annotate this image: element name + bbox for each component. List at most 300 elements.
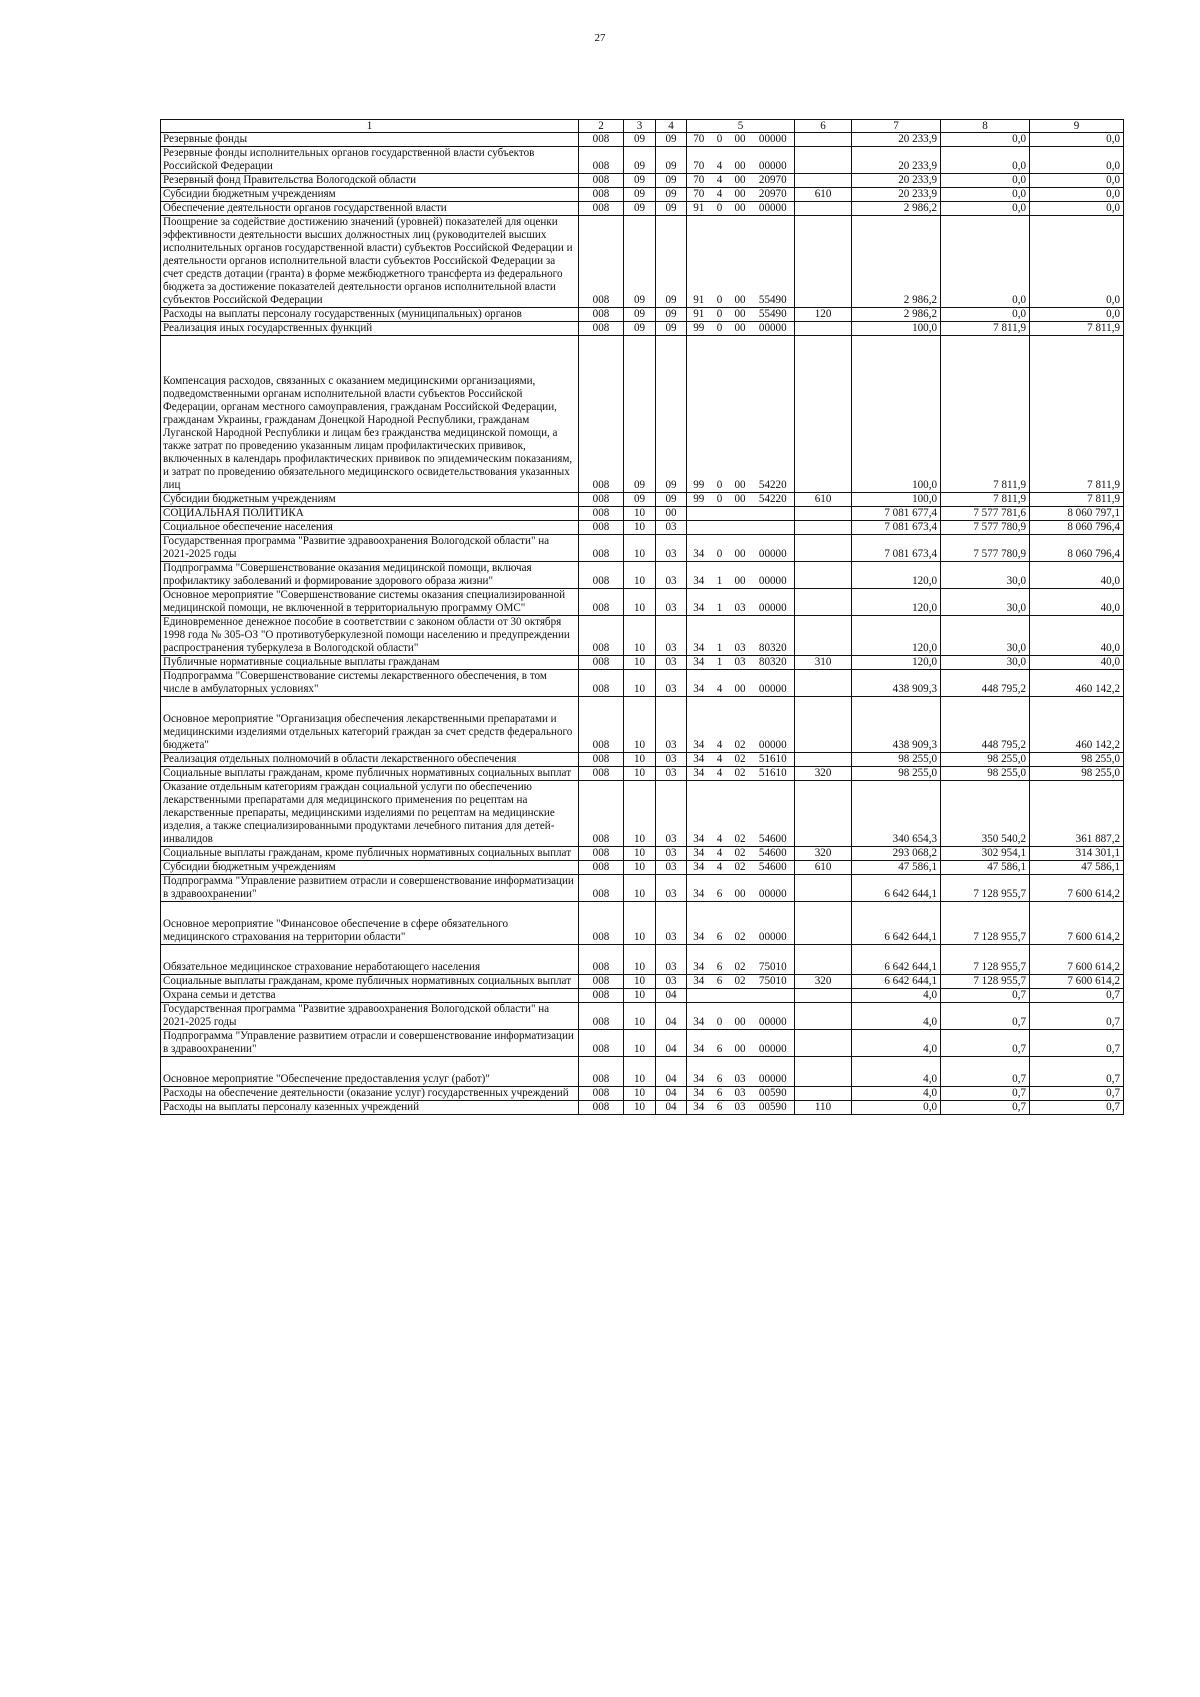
- cell-event: 00: [729, 336, 752, 493]
- cell-section: 09: [624, 174, 656, 188]
- cell-expense-type: [795, 670, 852, 697]
- cell-expense-type: 320: [795, 767, 852, 781]
- cell-expense-type: [795, 616, 852, 656]
- cell-event: 02: [729, 781, 752, 847]
- cell-ministry: 008: [579, 1101, 624, 1115]
- row-name: Основное мероприятие "Обеспечение предоставления услуг (работ)": [161, 1057, 579, 1087]
- cell-amount-year2: 302 954,1: [941, 847, 1030, 861]
- cell-event: 00: [729, 147, 752, 174]
- cell-amount-year2: 7 577 781,6: [941, 507, 1030, 521]
- cell-subprogram: 6: [711, 902, 729, 945]
- cell-amount-year2: 0,7: [941, 1087, 1030, 1101]
- cell-event: 02: [729, 861, 752, 875]
- row-name: Подпрограмма "Совершенствование системы лекарственного обеспечения, в том числе в амбулаторных условиях": [161, 670, 579, 697]
- cell-expense-type: 610: [795, 861, 852, 875]
- cell-event: 00: [729, 670, 752, 697]
- cell-amount-year1: 120,0: [852, 589, 941, 616]
- cell-ministry: 008: [579, 1030, 624, 1057]
- cell-amount-year1: 4,0: [852, 1057, 941, 1087]
- table-row: [161, 697, 1124, 753]
- cell-amount-year2: 7 128 955,7: [941, 902, 1030, 945]
- table-row: [161, 133, 1124, 147]
- cell-subprogram: 4: [711, 767, 729, 781]
- cell-subsection: 09: [656, 202, 687, 216]
- cell-section: 10: [624, 616, 656, 656]
- row-name: Охрана семьи и детства: [161, 989, 579, 1003]
- cell-direction: 80320: [752, 656, 795, 670]
- cell-program: 34: [687, 535, 711, 562]
- cell-direction: [752, 989, 795, 1003]
- cell-ministry: 008: [579, 216, 624, 308]
- cell-section: 09: [624, 493, 656, 507]
- cell-program: 34: [687, 767, 711, 781]
- cell-ministry: 008: [579, 308, 624, 322]
- cell-direction: 00000: [752, 202, 795, 216]
- cell-amount-year1: 0,0: [852, 1101, 941, 1115]
- row-name: Социальные выплаты гражданам, кроме публичных нормативных социальных выплат: [161, 975, 579, 989]
- cell-section: 10: [624, 767, 656, 781]
- row-name: СОЦИАЛЬНАЯ ПОЛИТИКА: [161, 507, 579, 521]
- cell-subsection: 03: [656, 521, 687, 535]
- cell-event: 02: [729, 697, 752, 753]
- cell-amount-year3: 8 060 797,1: [1030, 507, 1124, 521]
- cell-ministry: 008: [579, 616, 624, 656]
- cell-amount-year1: 20 233,9: [852, 133, 941, 147]
- cell-amount-year3: 7 600 614,2: [1030, 975, 1124, 989]
- row-name: Расходы на выплаты персоналу казенных учреждений: [161, 1101, 579, 1115]
- cell-event: 02: [729, 753, 752, 767]
- cell-subprogram: 1: [711, 656, 729, 670]
- cell-amount-year2: 7 128 955,7: [941, 875, 1030, 902]
- cell-amount-year1: 4,0: [852, 1087, 941, 1101]
- table-row: [161, 535, 1124, 562]
- table-row: [161, 188, 1124, 202]
- cell-subsection: 03: [656, 656, 687, 670]
- cell-section: 10: [624, 753, 656, 767]
- cell-subsection: 03: [656, 945, 687, 975]
- cell-section: 10: [624, 861, 656, 875]
- cell-expense-type: 610: [795, 493, 852, 507]
- cell-expense-type: [795, 902, 852, 945]
- cell-program: 34: [687, 1057, 711, 1087]
- cell-event: 02: [729, 767, 752, 781]
- cell-section: 10: [624, 589, 656, 616]
- row-name: Социальные выплаты гражданам, кроме публичных нормативных социальных выплат: [161, 847, 579, 861]
- cell-amount-year1: 6 642 644,1: [852, 975, 941, 989]
- cell-event: 00: [729, 562, 752, 589]
- cell-subprogram: 6: [711, 945, 729, 975]
- cell-amount-year1: 98 255,0: [852, 767, 941, 781]
- cell-subprogram: 4: [711, 847, 729, 861]
- cell-program: 34: [687, 847, 711, 861]
- table-row: [161, 589, 1124, 616]
- cell-direction: 00000: [752, 697, 795, 753]
- cell-expense-type: 320: [795, 847, 852, 861]
- cell-amount-year1: 438 909,3: [852, 697, 941, 753]
- table-row: [161, 521, 1124, 535]
- cell-amount-year3: 0,7: [1030, 1003, 1124, 1030]
- cell-program: 34: [687, 656, 711, 670]
- row-name: Субсидии бюджетным учреждениям: [161, 188, 579, 202]
- row-name: Резервные фонды исполнительных органов государственной власти субъектов Российской Федерации: [161, 147, 579, 174]
- cell-ministry: 008: [579, 1057, 624, 1087]
- cell-amount-year2: 7 577 780,9: [941, 521, 1030, 535]
- cell-amount-year3: 460 142,2: [1030, 670, 1124, 697]
- cell-program: 34: [687, 589, 711, 616]
- cell-subprogram: [711, 521, 729, 535]
- cell-ministry: 008: [579, 1087, 624, 1101]
- cell-direction: 00000: [752, 1057, 795, 1087]
- cell-event: 02: [729, 847, 752, 861]
- cell-program: 34: [687, 1030, 711, 1057]
- cell-program: 34: [687, 1003, 711, 1030]
- cell-direction: 55490: [752, 216, 795, 308]
- cell-subsection: 03: [656, 670, 687, 697]
- cell-amount-year2: 0,7: [941, 1057, 1030, 1087]
- cell-direction: 00000: [752, 147, 795, 174]
- cell-program: 70: [687, 133, 711, 147]
- cell-ministry: 008: [579, 147, 624, 174]
- cell-direction: 80320: [752, 616, 795, 656]
- cell-event: 02: [729, 945, 752, 975]
- cell-event: 00: [729, 1030, 752, 1057]
- cell-ministry: 008: [579, 975, 624, 989]
- cell-amount-year3: 98 255,0: [1030, 767, 1124, 781]
- cell-expense-type: [795, 336, 852, 493]
- cell-amount-year1: 100,0: [852, 336, 941, 493]
- row-name: Резервный фонд Правительства Вологодской области: [161, 174, 579, 188]
- cell-section: 10: [624, 1087, 656, 1101]
- cell-event: 00: [729, 133, 752, 147]
- cell-expense-type: 610: [795, 188, 852, 202]
- cell-expense-type: 320: [795, 975, 852, 989]
- page-number: 27: [594, 32, 606, 44]
- cell-subsection: 09: [656, 493, 687, 507]
- cell-expense-type: [795, 589, 852, 616]
- row-name: Субсидии бюджетным учреждениям: [161, 493, 579, 507]
- cell-ministry: 008: [579, 875, 624, 902]
- cell-section: 10: [624, 697, 656, 753]
- cell-direction: [752, 521, 795, 535]
- cell-amount-year3: 7 811,9: [1030, 322, 1124, 336]
- cell-amount-year1: 120,0: [852, 616, 941, 656]
- cell-program: 91: [687, 308, 711, 322]
- row-name: Обеспечение деятельности органов государственной власти: [161, 202, 579, 216]
- table-row: [161, 1101, 1124, 1115]
- cell-amount-year2: 7 128 955,7: [941, 945, 1030, 975]
- row-name: Социальное обеспечение населения: [161, 521, 579, 535]
- cell-direction: 54220: [752, 336, 795, 493]
- cell-direction: 00000: [752, 562, 795, 589]
- cell-amount-year1: 2 986,2: [852, 216, 941, 308]
- cell-subprogram: 0: [711, 133, 729, 147]
- table-row: [161, 945, 1124, 975]
- cell-section: 10: [624, 781, 656, 847]
- cell-section: 10: [624, 1101, 656, 1115]
- cell-amount-year2: 0,0: [941, 188, 1030, 202]
- cell-amount-year2: 30,0: [941, 616, 1030, 656]
- cell-expense-type: [795, 1087, 852, 1101]
- row-name: Поощрение за содействие достижению значений (уровней) показателей для оценки эффективности деятельности высших должностных лиц (руководителей высших исполнительных органов государственной власти) субъектов Российской Федерации и деятельности органов исполнительной власти субъектов Российской Федерации за счет средств дотации (гранта) в форме межбюджетного трансферта из федерального бюджета за достижение показателей деятельности органов исполнительной власти субъектов Российской Федерации: [161, 216, 579, 308]
- cell-amount-year1: 20 233,9: [852, 188, 941, 202]
- table-row: [161, 562, 1124, 589]
- cell-amount-year3: 7 600 614,2: [1030, 875, 1124, 902]
- table-row: [161, 1087, 1124, 1101]
- cell-program: 99: [687, 493, 711, 507]
- cell-subsection: 03: [656, 697, 687, 753]
- cell-event: 00: [729, 493, 752, 507]
- cell-event: 03: [729, 1101, 752, 1115]
- header-row: [161, 120, 1124, 133]
- cell-subprogram: 0: [711, 308, 729, 322]
- cell-expense-type: [795, 562, 852, 589]
- cell-expense-type: [795, 697, 852, 753]
- cell-expense-type: [795, 521, 852, 535]
- cell-subprogram: 4: [711, 174, 729, 188]
- cell-program: 34: [687, 902, 711, 945]
- cell-subsection: 09: [656, 216, 687, 308]
- row-name: Обязательное медицинское страхование неработающего населения: [161, 945, 579, 975]
- cell-amount-year3: 40,0: [1030, 616, 1124, 656]
- row-name: Подпрограмма "Управление развитием отрасли и совершенствование информатизации в здравоохранении": [161, 875, 579, 902]
- cell-subsection: 03: [656, 875, 687, 902]
- cell-direction: 00000: [752, 589, 795, 616]
- cell-subsection: 04: [656, 989, 687, 1003]
- cell-program: 70: [687, 174, 711, 188]
- cell-amount-year3: 0,0: [1030, 308, 1124, 322]
- cell-amount-year2: 0,7: [941, 989, 1030, 1003]
- table-row: [161, 1057, 1124, 1087]
- row-name: Государственная программа "Развитие здравоохранения Вологодской области" на 2021-2025 годы: [161, 535, 579, 562]
- cell-amount-year2: 0,7: [941, 1030, 1030, 1057]
- cell-amount-year3: 0,0: [1030, 188, 1124, 202]
- cell-ministry: 008: [579, 861, 624, 875]
- cell-amount-year1: 100,0: [852, 493, 941, 507]
- cell-event: [729, 507, 752, 521]
- cell-amount-year3: 0,7: [1030, 1101, 1124, 1115]
- cell-ministry: 008: [579, 336, 624, 493]
- budget-table: [160, 119, 1124, 1115]
- cell-expense-type: 110: [795, 1101, 852, 1115]
- budget-table-container: [160, 119, 1123, 1115]
- cell-program: [687, 521, 711, 535]
- cell-subprogram: 0: [711, 216, 729, 308]
- cell-amount-year3: 314 301,1: [1030, 847, 1124, 861]
- cell-ministry: 008: [579, 989, 624, 1003]
- row-name: Основное мероприятие "Организация обеспечения лекарственными препаратами и медицинскими изделиями отдельных категорий граждан за счет средств федерального бюджета": [161, 697, 579, 753]
- table-row: [161, 767, 1124, 781]
- cell-amount-year3: 0,7: [1030, 989, 1124, 1003]
- cell-subsection: 04: [656, 1057, 687, 1087]
- row-name: Основное мероприятие "Совершенствование системы оказания специализированной медицинской помощи, не включенной в территориальную программу ОМС": [161, 589, 579, 616]
- cell-subprogram: 4: [711, 147, 729, 174]
- cell-program: 34: [687, 1087, 711, 1101]
- cell-subprogram: 4: [711, 781, 729, 847]
- cell-subsection: 04: [656, 1003, 687, 1030]
- cell-amount-year1: 100,0: [852, 322, 941, 336]
- table-row: [161, 336, 1124, 493]
- cell-event: 03: [729, 656, 752, 670]
- cell-ministry: 008: [579, 945, 624, 975]
- cell-program: [687, 507, 711, 521]
- cell-subsection: 03: [656, 767, 687, 781]
- cell-expense-type: 120: [795, 308, 852, 322]
- cell-amount-year2: 0,0: [941, 216, 1030, 308]
- cell-subprogram: 6: [711, 875, 729, 902]
- cell-section: 10: [624, 1057, 656, 1087]
- cell-direction: 00000: [752, 902, 795, 945]
- cell-subprogram: 0: [711, 322, 729, 336]
- cell-amount-year1: 4,0: [852, 1003, 941, 1030]
- table-row: [161, 322, 1124, 336]
- cell-subsection: 04: [656, 1030, 687, 1057]
- cell-ministry: 008: [579, 847, 624, 861]
- cell-direction: 54600: [752, 847, 795, 861]
- cell-expense-type: [795, 875, 852, 902]
- cell-amount-year2: 7 811,9: [941, 493, 1030, 507]
- cell-subsection: 03: [656, 562, 687, 589]
- cell-program: 34: [687, 781, 711, 847]
- cell-expense-type: [795, 216, 852, 308]
- cell-section: 09: [624, 336, 656, 493]
- cell-subsection: 04: [656, 1087, 687, 1101]
- cell-amount-year2: 0,0: [941, 202, 1030, 216]
- cell-subsection: 03: [656, 589, 687, 616]
- cell-program: 70: [687, 188, 711, 202]
- cell-ministry: 008: [579, 562, 624, 589]
- cell-ministry: 008: [579, 202, 624, 216]
- cell-amount-year1: 4,0: [852, 989, 941, 1003]
- cell-amount-year2: 7 577 780,9: [941, 535, 1030, 562]
- cell-event: 03: [729, 1057, 752, 1087]
- cell-direction: 54600: [752, 861, 795, 875]
- cell-amount-year1: 20 233,9: [852, 147, 941, 174]
- table-row: [161, 656, 1124, 670]
- cell-ministry: 008: [579, 493, 624, 507]
- cell-subsection: 00: [656, 507, 687, 521]
- row-name: Компенсация расходов, связанных с оказанием медицинскими организациями, подведомственными органам исполнительной власти субъектов Российской Федерации, органам местного самоуправления, гражданам Российской Федерации, гражданам Украины, гражданам Донецкой Народной Республики, гражданам Луганской Народной Республики и лицам без гражданства медицинской помощи, а также затрат по проведению указанным лицам профилактических прививок, включенных в календарь профилактических прививок по эпидемическим показаниям, и затрат по проведению обязательного медицинского освидетельствования указанных лиц: [161, 336, 579, 493]
- cell-amount-year3: 7 600 614,2: [1030, 902, 1124, 945]
- cell-subsection: 09: [656, 133, 687, 147]
- cell-amount-year1: 47 586,1: [852, 861, 941, 875]
- cell-amount-year2: 7 128 955,7: [941, 975, 1030, 989]
- cell-direction: 00000: [752, 875, 795, 902]
- cell-amount-year1: 7 081 673,4: [852, 521, 941, 535]
- cell-subprogram: 0: [711, 535, 729, 562]
- cell-amount-year2: 0,7: [941, 1101, 1030, 1115]
- table-row: [161, 174, 1124, 188]
- table-row: [161, 902, 1124, 945]
- table-row: [161, 753, 1124, 767]
- cell-direction: 00000: [752, 322, 795, 336]
- cell-amount-year1: 6 642 644,1: [852, 902, 941, 945]
- cell-section: 10: [624, 656, 656, 670]
- cell-direction: 00000: [752, 1003, 795, 1030]
- cell-expense-type: [795, 1003, 852, 1030]
- cell-subsection: 09: [656, 188, 687, 202]
- cell-expense-type: [795, 1030, 852, 1057]
- cell-subprogram: 4: [711, 697, 729, 753]
- cell-event: 03: [729, 589, 752, 616]
- cell-amount-year3: 40,0: [1030, 589, 1124, 616]
- cell-amount-year1: 6 642 644,1: [852, 875, 941, 902]
- cell-section: 09: [624, 322, 656, 336]
- cell-amount-year2: 448 795,2: [941, 670, 1030, 697]
- cell-section: 10: [624, 875, 656, 902]
- cell-amount-year2: 30,0: [941, 562, 1030, 589]
- cell-section: 09: [624, 133, 656, 147]
- cell-amount-year2: 30,0: [941, 589, 1030, 616]
- cell-program: 34: [687, 1101, 711, 1115]
- cell-section: 09: [624, 202, 656, 216]
- cell-ministry: 008: [579, 322, 624, 336]
- cell-ministry: 008: [579, 507, 624, 521]
- cell-subsection: 03: [656, 847, 687, 861]
- cell-amount-year3: 40,0: [1030, 562, 1124, 589]
- cell-subsection: 03: [656, 616, 687, 656]
- table-body: [161, 133, 1124, 1115]
- cell-section: 10: [624, 945, 656, 975]
- cell-subprogram: 0: [711, 336, 729, 493]
- cell-amount-year1: 120,0: [852, 656, 941, 670]
- cell-subsection: 03: [656, 861, 687, 875]
- table-row: [161, 781, 1124, 847]
- cell-program: 99: [687, 322, 711, 336]
- cell-direction: 75010: [752, 975, 795, 989]
- cell-amount-year3: 0,0: [1030, 202, 1124, 216]
- cell-subsection: 09: [656, 174, 687, 188]
- cell-subprogram: 6: [711, 1087, 729, 1101]
- row-name: Государственная программа "Развитие здравоохранения Вологодской области" на 2021-2025 годы: [161, 1003, 579, 1030]
- cell-direction: 00590: [752, 1087, 795, 1101]
- cell-expense-type: [795, 535, 852, 562]
- cell-amount-year1: 20 233,9: [852, 174, 941, 188]
- cell-amount-year2: 98 255,0: [941, 767, 1030, 781]
- cell-section: 09: [624, 308, 656, 322]
- cell-event: 00: [729, 322, 752, 336]
- cell-direction: 00000: [752, 670, 795, 697]
- row-name: Подпрограмма "Совершенствование оказания медицинской помощи, включая профилактику заболеваний и формирование здорового образа жизни": [161, 562, 579, 589]
- cell-ministry: 008: [579, 521, 624, 535]
- row-name: Основное мероприятие "Финансовое обеспечение в сфере обязательного медицинского страхования на территории области": [161, 902, 579, 945]
- cell-expense-type: [795, 989, 852, 1003]
- cell-program: [687, 989, 711, 1003]
- cell-section: 09: [624, 216, 656, 308]
- cell-expense-type: [795, 781, 852, 847]
- row-name: Расходы на обеспечение деятельности (оказание услуг) государственных учреждений: [161, 1087, 579, 1101]
- cell-section: 10: [624, 1003, 656, 1030]
- col-header-4: 4: [656, 120, 687, 133]
- table-row: [161, 202, 1124, 216]
- cell-program: 99: [687, 336, 711, 493]
- cell-section: 09: [624, 147, 656, 174]
- row-name: Единовременное денежное пособие в соответствии с законом области от 30 октября 1998 года № 305-ОЗ "О противотуберкулезной помощи населению и предупреждении распространения туберкулеза в Вологодской области": [161, 616, 579, 656]
- cell-amount-year1: 2 986,2: [852, 308, 941, 322]
- cell-ministry: 008: [579, 670, 624, 697]
- cell-ministry: 008: [579, 589, 624, 616]
- cell-program: 34: [687, 875, 711, 902]
- cell-expense-type: [795, 202, 852, 216]
- col-header-9: 9: [1030, 120, 1124, 133]
- cell-amount-year1: 120,0: [852, 562, 941, 589]
- cell-amount-year1: 2 986,2: [852, 202, 941, 216]
- cell-direction: 20970: [752, 188, 795, 202]
- cell-subprogram: 0: [711, 493, 729, 507]
- cell-amount-year1: 438 909,3: [852, 670, 941, 697]
- cell-event: [729, 989, 752, 1003]
- table-row: [161, 1030, 1124, 1057]
- cell-subsection: 03: [656, 535, 687, 562]
